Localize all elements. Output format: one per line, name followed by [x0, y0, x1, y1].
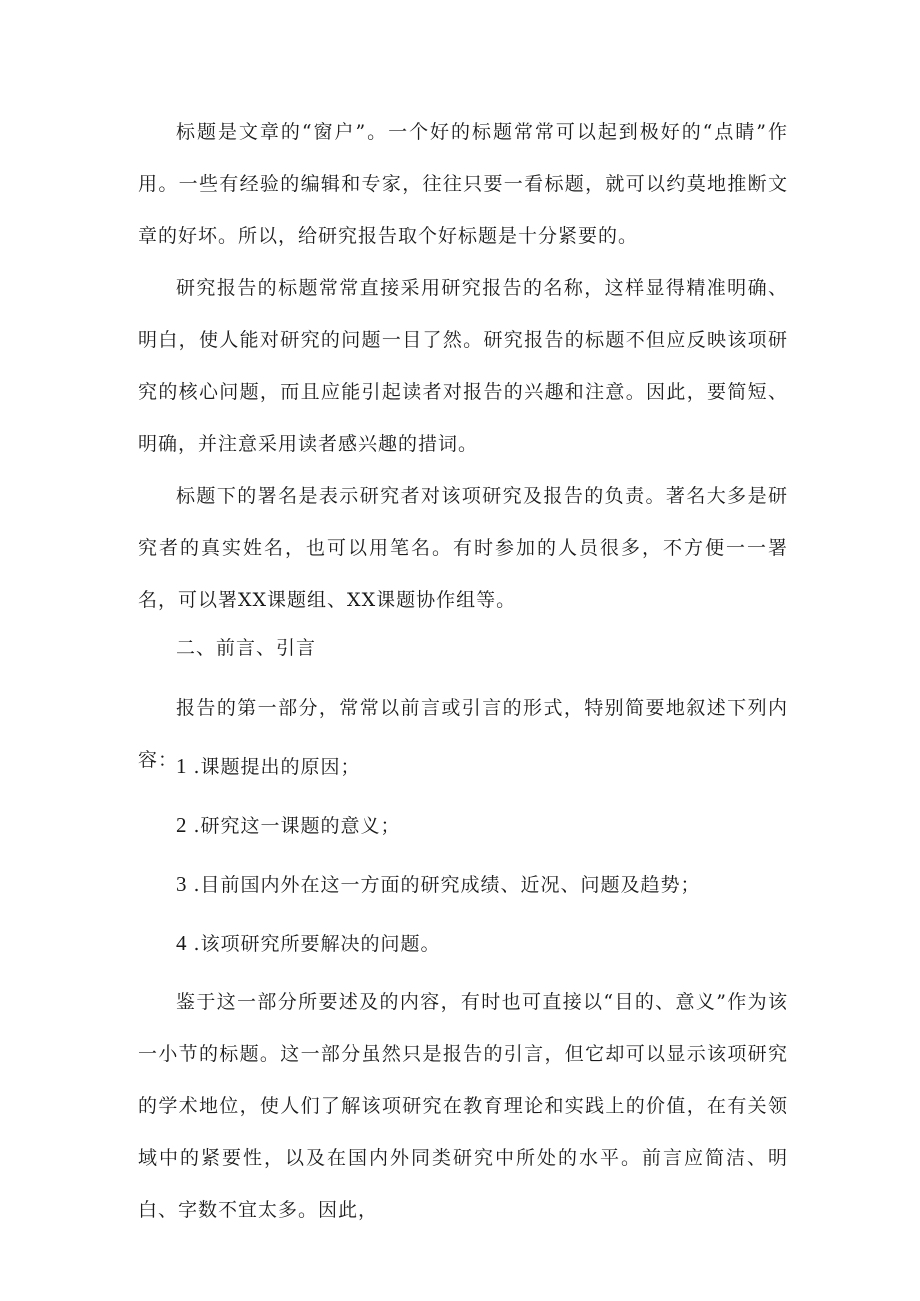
paragraph-title-importance: 标题是文章的“窗户”。一个好的标题常常可以起到极好的“点睛”作用。一些有经验的编辑和专家，往往只要一看标题，就可以约莫地推断文章的好坏。所以，给研究报告取个好标题是十分紧要的。 [138, 121, 788, 247]
list-item-text: .目前国内外在这一方面的研究成绩、近况、问题及趋势； [193, 874, 701, 896]
list-item-number: 1 [176, 754, 188, 778]
section-heading: 二、前言、引言 [176, 637, 317, 659]
paragraph-closing: 鉴于这一部分所要述及的内容，有时也可直接以“目的、意义”作为该一小节的标题。这一部分虽然只是报告的引言，但它却可以显示该项研究的学术地位，使人们了解该项研究在教育理论和实践上的价值，在有关领域中的紧要性，以及在国内外同类研究中所处的水平。前言应简洁、明白、字数不宜太多。因此， [138, 991, 788, 1221]
list-item-number: 2 [176, 813, 188, 837]
list-item-text: .研究这一课题的意义； [193, 815, 401, 837]
list-item-text: .课题提出的原因； [193, 756, 361, 778]
list-item [138, 740, 361, 793]
paragraph-intro: 报告的第一部分，常常以前言或引言的形式，特别简要地叙述下列内容： [138, 697, 788, 771]
list-item-number: 4 [176, 931, 188, 955]
list-item [138, 917, 441, 970]
paragraph-author-signature: 标题下的署名是表示研究者对该项研究及报告的负责。著名大多是研究者的真实姓名，也可以用笔名。有时参加的人员很多，不方便一一署名，可以署XX课题组、XX课题协作组等。 [138, 485, 788, 611]
list-item-text: .该项研究所要解决的问题。 [193, 933, 441, 955]
paragraph-title-naming: 研究报告的标题常常直接采用研究报告的名称，这样显得精准明确、明白，使人能对研究的问题一目了然。研究报告的标题不但应反映该项研究的核心问题，而且应能引起读者对报告的兴趣和注意。因此，要简短、明确，并注意采用读者感兴趣的措词。 [138, 277, 788, 455]
list-item-number: 3 [176, 872, 188, 896]
list-item [138, 858, 701, 911]
list-item [138, 799, 401, 852]
